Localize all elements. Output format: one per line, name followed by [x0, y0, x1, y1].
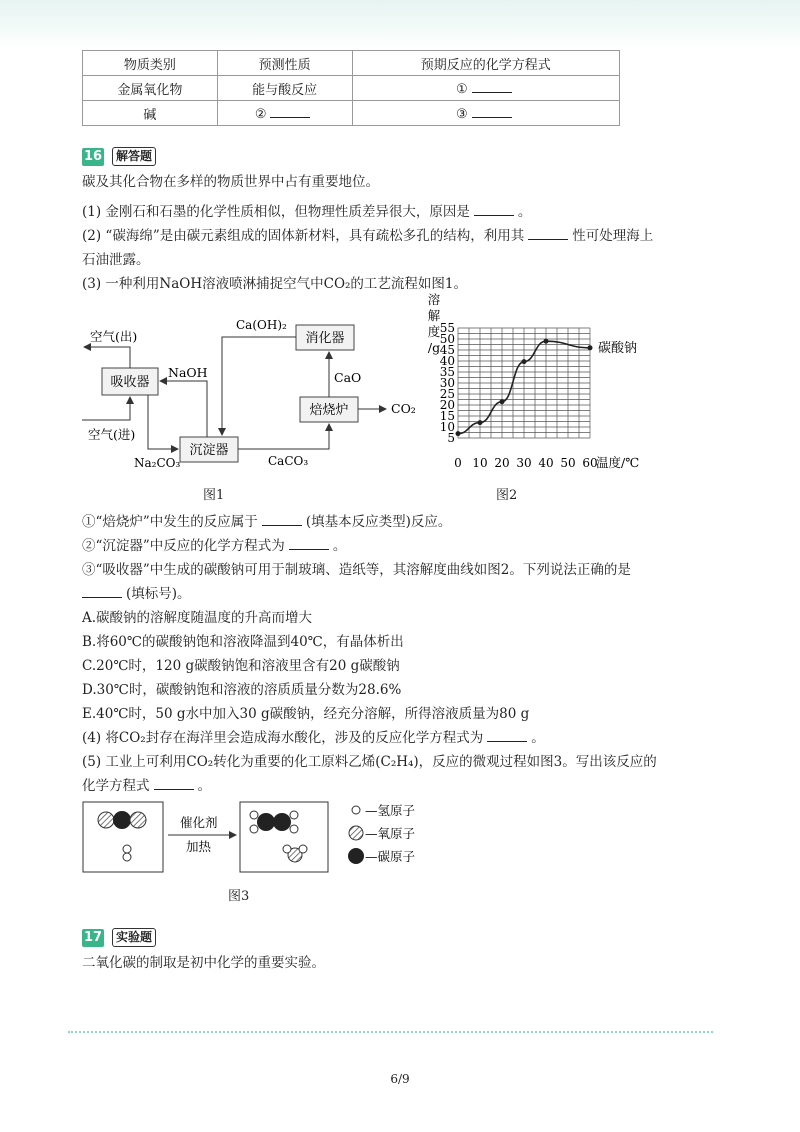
question-intro: 碳及其化合物在多样的物质世界中占有重要地位。	[82, 174, 379, 190]
figure-3-reaction-diagram	[82, 798, 482, 878]
y-tick-label: 5	[447, 431, 455, 445]
blank-label: ①	[455, 81, 468, 97]
y-tick-label: 50	[439, 332, 455, 346]
y-tick-label: 40	[439, 354, 455, 368]
x-tick-label: 20	[494, 456, 510, 470]
caco3-arrow	[238, 424, 329, 449]
property-table	[82, 50, 620, 126]
answer-blank[interactable]	[270, 105, 310, 118]
page-banner	[0, 0, 800, 50]
naoh-arrow	[160, 381, 207, 437]
hydrogen-atom	[123, 853, 131, 861]
option-a: A.碳酸钠的溶解度随温度的升高而增大	[82, 610, 313, 626]
data-point	[588, 345, 593, 350]
air-in-label: 空气(进)	[88, 427, 136, 442]
hydrogen-atom	[123, 845, 131, 853]
table-row	[83, 101, 620, 126]
y-axis-label: 溶	[427, 292, 441, 307]
air-out-arrow	[84, 347, 130, 368]
answer-blank[interactable]	[82, 585, 122, 598]
option-e: E.40℃时，50 g水中加入30 g碳酸钠，经充分溶解，所得溶液质量为80 g	[82, 706, 530, 722]
y-tick-label: 30	[439, 376, 455, 390]
y-tick-label: 20	[439, 398, 455, 412]
x-tick-label: 10	[472, 456, 488, 470]
question-type-label: 实验题	[112, 928, 156, 947]
y-axis-label: /g	[427, 340, 441, 355]
hydrogen-atom	[299, 845, 307, 853]
data-point	[500, 399, 505, 404]
text: 。	[332, 538, 347, 554]
hydrogen-atom	[290, 811, 298, 819]
figure-1-caption: 图1	[203, 488, 225, 503]
na2co3-arrow	[148, 395, 178, 449]
blank-label: ②	[254, 106, 267, 122]
data-point	[478, 420, 483, 425]
table-cell: 碱	[83, 101, 218, 126]
y-tick-label: 15	[439, 409, 455, 423]
figure-2-solubility-chart	[420, 290, 650, 480]
figure-2-caption: 图2	[496, 488, 518, 503]
legend-oxygen: —氧原子	[365, 826, 416, 841]
page-divider	[68, 1031, 713, 1033]
naoh-label: NaOH	[168, 365, 208, 380]
hydrogen-atom	[352, 806, 360, 814]
text: (填标号)。	[126, 586, 191, 602]
answer-blank[interactable]	[154, 777, 194, 790]
x-tick-label: 60	[582, 456, 598, 470]
blank-label: ③	[455, 106, 468, 122]
answer-blank[interactable]	[472, 105, 512, 118]
subquestion-5-cont	[82, 774, 211, 794]
x-tick-label: 30	[516, 456, 532, 470]
question-intro: 二氧化碳的制取是初中化学的重要实验。	[82, 955, 325, 971]
x-axis-label: 温度/℃	[596, 455, 640, 470]
table-header-row	[83, 51, 620, 76]
table-header: 预测性质	[217, 51, 352, 76]
x-tick-label: 40	[538, 456, 554, 470]
y-axis-label: 解	[427, 308, 441, 323]
answer-blank[interactable]	[474, 203, 514, 216]
subquestion-3-2	[82, 534, 346, 554]
subquestion-2-cont: 石油泄露。	[82, 252, 150, 268]
subquestion-5: (5) 工业上可利用CO₂转化为重要的化工原料乙烯(C₂H₄)，反应的微观过程如图3。写出该反应的	[82, 754, 657, 770]
x-tick-label: 0	[454, 456, 462, 470]
answer-blank[interactable]	[528, 227, 568, 240]
table-row	[83, 76, 620, 101]
answer-blank[interactable]	[472, 80, 512, 93]
text: 化学方程式	[82, 778, 150, 794]
x-tick-label: 50	[560, 456, 576, 470]
legend-hydrogen: —氢原子	[365, 803, 416, 818]
table-cell: 金属氧化物	[83, 76, 218, 101]
text: ②“沉淀器”中反应的化学方程式为	[82, 538, 285, 554]
co2-label: CO₂	[391, 401, 416, 416]
answer-blank[interactable]	[262, 513, 302, 526]
text: 。	[517, 204, 532, 220]
cao-label: CaO	[334, 370, 362, 385]
text: (填基本反应类型)反应。	[305, 514, 452, 530]
data-point	[544, 339, 549, 344]
hydrogen-atom	[283, 845, 291, 853]
data-point	[522, 359, 527, 364]
page-number: 6/9	[390, 1072, 410, 1086]
text: 。	[531, 730, 545, 746]
subquestion-4	[82, 726, 545, 746]
oxygen-atom	[98, 812, 114, 828]
question-number-badge: 17	[83, 930, 103, 945]
air-out-label: 空气(出)	[90, 329, 138, 344]
series-label: 碳酸钠	[598, 340, 638, 356]
text: (1) 金刚石和石墨的化学性质相似，但物理性质差异很大，原因是	[82, 204, 470, 220]
caoh2-label: Ca(OH)₂	[236, 318, 287, 332]
question-number-badge: 16	[83, 149, 103, 164]
digester-label: 消化器	[305, 331, 345, 346]
hydrogen-atom	[250, 811, 258, 819]
subquestion-3: (3) 一种利用NaOH溶液喷淋捕捉空气中CO₂的工艺流程如图1。	[82, 276, 468, 292]
absorber-label: 吸收器	[110, 375, 150, 390]
catalyst-label: 催化剂	[180, 815, 218, 830]
text: 。	[197, 778, 211, 794]
furnace-label: 焙烧炉	[309, 403, 349, 418]
caco3-label: CaCO₃	[268, 454, 309, 468]
precipitator-label: 沉淀器	[189, 443, 229, 458]
oxygen-atom	[130, 812, 146, 828]
y-tick-label: 35	[439, 365, 455, 379]
subquestion-3-3-cont	[82, 582, 191, 602]
option-b: B.将60℃的碳酸钠饱和溶液降温到40℃，有晶体析出	[82, 634, 404, 650]
option-d: D.30℃时，碳酸钠饱和溶液的溶质质量分数为28.6%	[82, 682, 402, 698]
text: ①“焙烧炉”中发生的反应属于	[82, 514, 258, 530]
subquestion-3-1	[82, 510, 451, 530]
carbon-atom	[257, 813, 275, 831]
heat-label: 加热	[186, 839, 212, 854]
legend-carbon: —碳原子	[365, 849, 416, 864]
text: (2) “碳海绵”是由碳元素组成的固体新材料，具有疏松多孔的结构，利用其	[82, 228, 525, 244]
question-type-label: 解答题	[112, 147, 156, 166]
y-tick-label: 25	[439, 387, 455, 401]
answer-blank[interactable]	[289, 537, 329, 550]
figure-1-flow-diagram	[82, 305, 422, 475]
subquestion-2	[82, 224, 653, 244]
y-tick-label: 45	[439, 343, 455, 357]
data-point	[456, 431, 461, 436]
hydrogen-atom	[250, 825, 258, 833]
y-tick-label: 55	[439, 321, 455, 335]
subquestion-3-3: ③“吸收器”中生成的碳酸钠可用于制玻璃、造纸等，其溶解度曲线如图2。下列说法正确的是	[82, 562, 631, 578]
carbon-atom	[113, 811, 131, 829]
table-cell: 能与酸反应	[217, 76, 352, 101]
option-c: C.20℃时，120 g碳酸钠饱和溶液里含有20 g碳酸钠	[82, 658, 400, 674]
answer-blank[interactable]	[487, 729, 527, 742]
y-axis-label: 度	[427, 324, 441, 339]
table-cell	[352, 76, 619, 101]
text: 性可处理海上	[572, 228, 654, 244]
table-cell	[217, 101, 352, 126]
table-cell	[352, 101, 619, 126]
carbon-atom	[348, 848, 364, 864]
y-tick-label: 10	[439, 420, 455, 434]
subquestion-1	[82, 200, 531, 220]
table-header: 预期反应的化学方程式	[352, 51, 619, 76]
text: (4) 将CO₂封存在海洋里会造成海水酸化，涉及的反应化学方程式为	[82, 730, 484, 746]
carbon-atom	[273, 813, 291, 831]
air-in-arrow	[82, 397, 130, 420]
hydrogen-atom	[290, 825, 298, 833]
table-header: 物质类别	[83, 51, 218, 76]
figure-3-caption: 图3	[228, 889, 250, 904]
na2co3-label: Na₂CO₃	[134, 456, 181, 470]
caoh2-arrow	[222, 337, 296, 435]
oxygen-atom	[349, 826, 363, 840]
